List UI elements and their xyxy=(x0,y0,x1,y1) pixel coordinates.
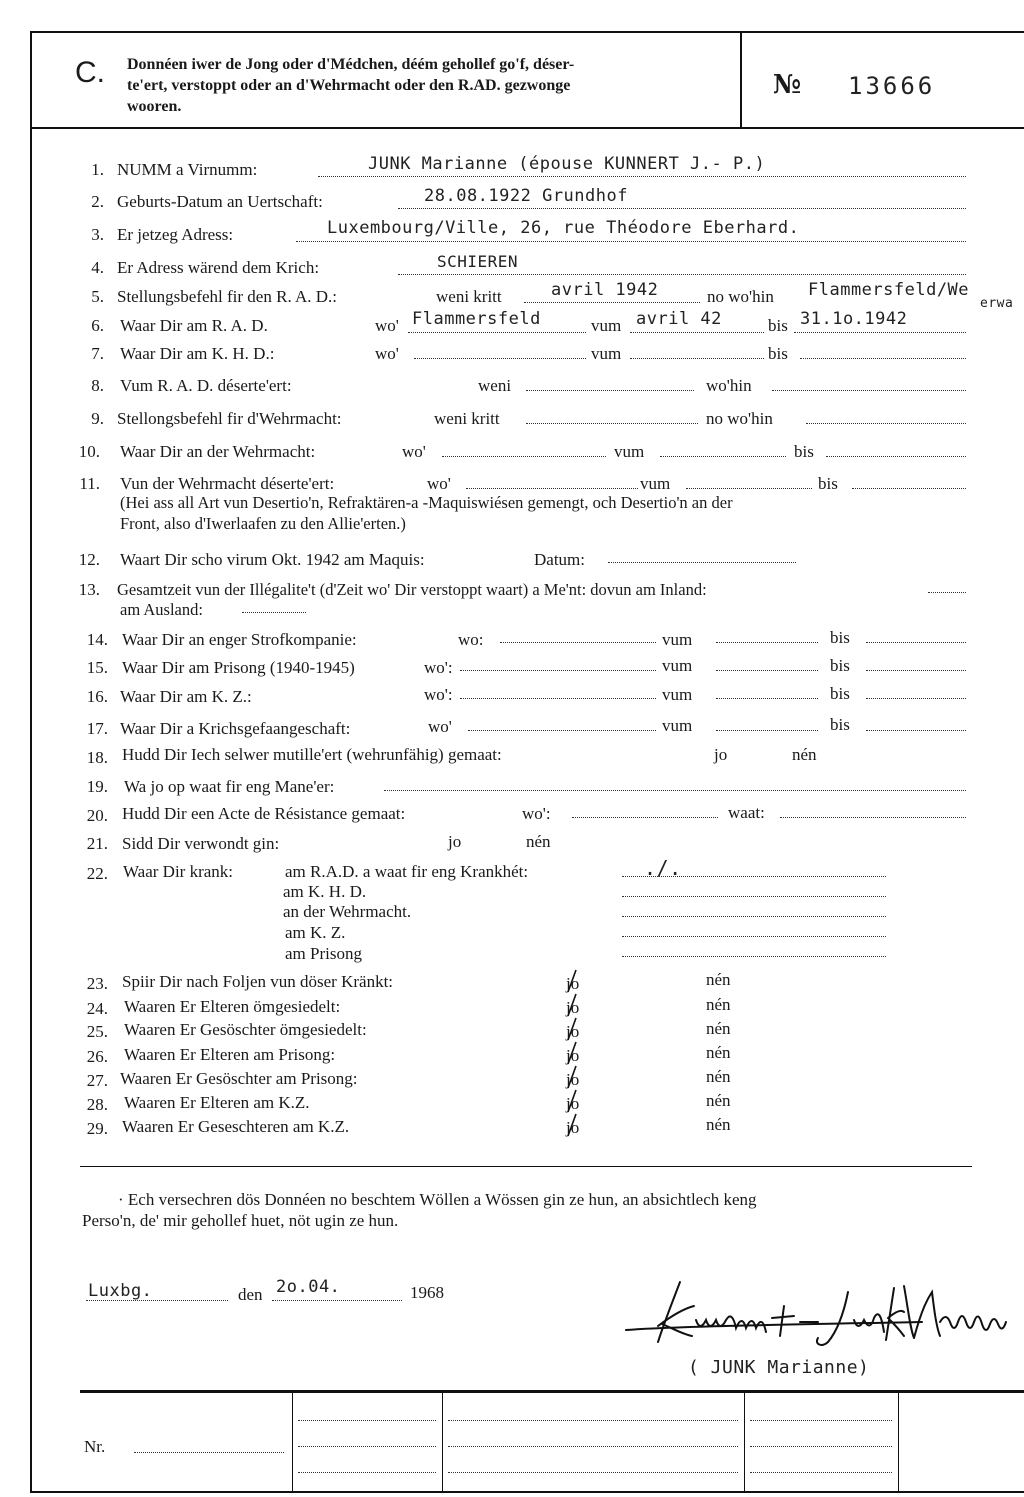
separator-line xyxy=(80,1166,972,1167)
field-line xyxy=(622,916,886,917)
option-yes-struck: jo xyxy=(566,974,580,993)
section-letter: C. xyxy=(75,56,105,89)
footer-col-divider xyxy=(442,1392,443,1492)
item-number: 11. xyxy=(79,474,100,493)
item-number: 9. xyxy=(91,409,104,428)
label-where-to: no wo'hin xyxy=(706,409,773,428)
item-number: 4. xyxy=(91,258,104,277)
label-parents-prison: Waaren Er Elteren am Prisong: xyxy=(124,1045,336,1064)
value-birth: 28.08.1922 Grundhof xyxy=(424,186,628,206)
label-parents-kz: Waaren Er Elteren am K.Z. xyxy=(124,1093,310,1112)
value-war-address: SCHIEREN xyxy=(437,252,519,271)
label-ill: Waar Dir krank: xyxy=(123,862,234,881)
value-rad-order-date: avril 1942 xyxy=(551,280,659,300)
item-number: 5. xyxy=(91,287,104,306)
option-no: nén xyxy=(706,970,731,989)
label-date: Datum: xyxy=(534,550,585,569)
label-until: bis xyxy=(830,628,850,647)
value-rad-from: avril 42 xyxy=(636,309,722,329)
note-desertion-line2: Front, also d'Iwerlaafen zu den Allie'erten.) xyxy=(120,514,406,533)
label-where: wo': xyxy=(424,685,453,704)
field-line xyxy=(686,488,812,489)
option-no: nén xyxy=(706,1019,731,1038)
item-number: 16. xyxy=(86,687,108,706)
label-abroad: am Ausland: xyxy=(120,600,203,619)
field-line xyxy=(466,488,638,489)
item-number: 10. xyxy=(78,442,100,461)
field-line xyxy=(460,698,656,699)
item-number: 15. xyxy=(86,658,108,677)
option-yes: jo xyxy=(448,832,462,851)
footer-col-divider xyxy=(744,1392,745,1492)
field-line xyxy=(414,358,586,359)
label-siblings-prison: Waaren Er Gesöschter am Prisong: xyxy=(120,1069,358,1088)
field-line xyxy=(622,936,886,937)
field-line xyxy=(242,612,306,613)
field-line xyxy=(866,670,966,671)
item-number: 8. xyxy=(91,376,104,395)
item-number: 13. xyxy=(78,580,100,599)
field-line xyxy=(866,730,966,731)
label-ill-prison: am Prisong xyxy=(285,944,362,963)
header-title-line3: wooren. xyxy=(127,98,182,115)
footer-col-divider xyxy=(898,1392,899,1492)
field-line xyxy=(398,208,966,209)
handwritten-signature xyxy=(622,1278,1024,1348)
bottom-border xyxy=(30,1491,1024,1493)
label-until: bis xyxy=(768,316,788,335)
item-number: 7. xyxy=(91,344,104,363)
label-khd: Waar Dir am K. H. D.: xyxy=(120,344,275,363)
field-line xyxy=(442,456,606,457)
signature-place: Luxbg. xyxy=(88,1281,153,1301)
label-ill-kz: am K. Z. xyxy=(285,923,346,942)
value-rad-destination-cont: erwa xyxy=(980,296,1014,311)
field-line xyxy=(806,423,966,424)
label-where: wo' xyxy=(402,442,426,461)
label-den: den xyxy=(238,1285,263,1304)
field-line xyxy=(448,1420,738,1421)
header-divider xyxy=(740,31,742,127)
field-line xyxy=(460,670,656,671)
label-current-address: Er jetzeg Adress: xyxy=(117,225,234,244)
strike-marks xyxy=(558,966,598,1141)
top-border xyxy=(30,31,1024,33)
label-where: wo': xyxy=(522,804,551,823)
signature-year: 1968 xyxy=(410,1283,444,1302)
label-until: bis xyxy=(768,344,788,363)
option-yes: jo xyxy=(714,745,728,764)
option-no: nén xyxy=(706,1067,731,1086)
label-until: bis xyxy=(818,474,838,493)
label-consequences: Spiir Dir nach Foljen vun döser Kränkt: xyxy=(122,972,394,991)
field-line xyxy=(500,642,656,643)
field-line xyxy=(134,1452,284,1453)
header-title-line2: te'ert, verstoppt oder an d'Wehrmacht oder den R.AD. gezwonge xyxy=(127,77,571,94)
label-ill-khd: am K. H. D. xyxy=(283,882,367,901)
label-maquis: Waart Dir scho virum Okt. 1942 am Maquis: xyxy=(120,550,425,569)
label-where: wo': xyxy=(424,658,453,677)
item-number: 26. xyxy=(86,1047,108,1066)
label-siblings-resettled: Waaren Er Gesöschter ömgesiedelt: xyxy=(124,1020,367,1039)
label-where: wo' xyxy=(375,316,399,335)
label-until: bis xyxy=(830,684,850,703)
option-yes-struck: jo xyxy=(566,1046,580,1065)
field-line xyxy=(408,332,586,333)
item-number: 2. xyxy=(91,192,104,211)
label-where-to: no wo'hin xyxy=(707,287,774,306)
field-line xyxy=(866,642,966,643)
field-line xyxy=(622,896,886,897)
label-ill-rad: am R.A.D. a waat fir eng Krankhét: xyxy=(285,862,529,881)
header-bottom-line xyxy=(30,127,1024,129)
value-rad-destination: Flammersfeld/We xyxy=(808,280,970,300)
label-from: vum xyxy=(662,630,693,649)
label-penal-company: Waar Dir an enger Strofkompanie: xyxy=(122,630,357,649)
option-yes-struck: jo xyxy=(566,1094,580,1113)
label-until: bis xyxy=(830,715,850,734)
signatory-name: ( JUNK Marianne) xyxy=(688,1357,870,1378)
item-number: 14. xyxy=(86,630,108,649)
value-rad-where: Flammersfeld xyxy=(412,309,541,329)
label-where: wo' xyxy=(428,717,452,736)
field-line xyxy=(826,456,966,457)
field-line xyxy=(794,332,966,333)
field-line xyxy=(780,817,966,818)
label-wehrmacht: Waar Dir an der Wehrmacht: xyxy=(120,442,316,461)
item-number: 29. xyxy=(86,1119,108,1138)
option-yes-struck: jo xyxy=(566,1022,580,1041)
left-border xyxy=(30,31,32,1493)
item-number: 23. xyxy=(86,974,108,993)
field-line xyxy=(526,423,698,424)
label-when-received: weni kritt xyxy=(434,409,500,428)
footer-top-line xyxy=(80,1390,1024,1393)
label-birth: Geburts-Datum an Uertschaft: xyxy=(117,192,323,211)
header-title-line1: Donnéen iwer de Jong oder d'Médchen, déém gehollef go'f, déser- xyxy=(127,56,575,73)
label-rad: Waar Dir am R. A. D. xyxy=(120,316,268,335)
option-no: nén xyxy=(706,1115,731,1134)
label-rad-deserted: Vum R. A. D. déserte'ert: xyxy=(120,376,292,395)
label-siblings-kz: Waaren Er Geseschteren am K.Z. xyxy=(122,1117,350,1136)
field-line xyxy=(660,456,786,457)
label-when-received: weni kritt xyxy=(436,287,502,306)
option-no: nén xyxy=(706,1091,731,1110)
field-line xyxy=(750,1446,892,1447)
field-line xyxy=(296,241,966,242)
field-line xyxy=(716,698,818,699)
field-line xyxy=(298,1420,436,1421)
field-line xyxy=(928,592,966,593)
label-illegality: Gesamtzeit vun der Illégalite't (d'Zeit wo' Dir verstoppt waart) a Me'nt: dovun am Inland: xyxy=(117,580,707,599)
field-line xyxy=(298,1446,436,1447)
label-from: vum xyxy=(662,716,693,735)
label-from: vum xyxy=(662,685,693,704)
label-from: vum xyxy=(614,442,645,461)
value-current-address: Luxembourg/Ville, 26, rue Théodore Eberhard. xyxy=(327,218,800,238)
value-illness: ./. xyxy=(644,856,682,880)
label-what: waat: xyxy=(728,803,765,822)
field-line xyxy=(716,730,818,731)
label-where: wo: xyxy=(458,630,484,649)
label-parents-resettled: Waaren Er Elteren ömgesiedelt: xyxy=(124,997,341,1016)
option-no: nén xyxy=(526,832,551,851)
label-when: weni xyxy=(478,376,512,395)
field-line xyxy=(772,390,966,391)
label-pow: Waar Dir a Krichsgefaangeschaft: xyxy=(120,719,351,738)
label-self-mutilation: Hudd Dir Iech selwer mutille'ert (wehrunfähig) gemaat: xyxy=(122,745,502,764)
field-line xyxy=(716,670,818,671)
option-no: nén xyxy=(792,745,817,764)
value-rad-until: 31.1o.1942 xyxy=(800,309,908,329)
field-line xyxy=(750,1420,892,1421)
field-line xyxy=(448,1446,738,1447)
label-until: bis xyxy=(794,442,814,461)
item-number: 19. xyxy=(86,777,108,796)
field-line xyxy=(750,1472,892,1473)
field-line xyxy=(272,1300,402,1301)
footer-nr-label: Nr. xyxy=(84,1437,106,1456)
item-number: 6. xyxy=(91,316,104,335)
declaration-line1: · Ech versechren dös Donnéen no beschtem Wöllen a Wössen gin ze hun, an absichtlech keng xyxy=(118,1190,757,1209)
label-resistance: Hudd Dir een Acte de Résistance gemaat: xyxy=(122,804,406,823)
label-manner: Wa jo op waat fir eng Mane'er: xyxy=(124,777,335,796)
label-wounded: Sidd Dir verwondt gin: xyxy=(122,834,280,853)
declaration-line2: Perso'n, de' mir gehollef huet, nöt ugin ze hun. xyxy=(82,1211,399,1230)
label-ill-wehrmacht: an der Wehrmacht. xyxy=(283,902,412,921)
label-until: bis xyxy=(830,656,850,675)
label-where: wo' xyxy=(427,474,451,493)
field-line xyxy=(622,956,886,957)
field-line xyxy=(526,390,694,391)
option-no: nén xyxy=(706,995,731,1014)
item-number: 1. xyxy=(91,160,104,179)
label-war-address: Er Adress wärend dem Krich: xyxy=(117,258,320,277)
item-number: 21. xyxy=(86,834,108,853)
field-line xyxy=(866,698,966,699)
field-line xyxy=(630,332,764,333)
item-number: 28. xyxy=(86,1095,108,1114)
item-number: 18. xyxy=(86,748,108,767)
field-line xyxy=(608,562,796,563)
item-number: 20. xyxy=(86,806,108,825)
label-from: vum xyxy=(640,474,671,493)
field-line xyxy=(524,302,700,303)
item-number: 24. xyxy=(86,999,108,1018)
field-line xyxy=(716,642,818,643)
option-no: nén xyxy=(706,1043,731,1062)
label-from: vum xyxy=(591,344,622,363)
label-name: NUMM a Virnumm: xyxy=(117,160,258,179)
field-line xyxy=(398,274,966,275)
label-from: vum xyxy=(662,656,693,675)
number-sign: № xyxy=(773,70,802,100)
signature-date: 2o.04. xyxy=(276,1277,341,1297)
field-line xyxy=(852,488,966,489)
label-wehrmacht-order: Stellongsbefehl fir d'Wehrmacht: xyxy=(117,409,342,428)
label-kz: Waar Dir am K. Z.: xyxy=(120,687,252,706)
document-number: 13666 xyxy=(848,72,936,100)
label-rad-order: Stellungsbefehl fir den R. A. D.: xyxy=(117,287,338,306)
item-number: 3. xyxy=(91,225,104,244)
item-number: 25. xyxy=(86,1022,108,1041)
field-line xyxy=(384,790,966,791)
footer-col-divider xyxy=(292,1392,293,1492)
item-number: 22. xyxy=(86,864,108,883)
item-number: 17. xyxy=(86,719,108,738)
field-line xyxy=(298,1472,436,1473)
label-prison: Waar Dir am Prisong (1940-1945) xyxy=(122,658,355,677)
option-yes-struck: jo xyxy=(566,998,580,1017)
note-desertion-line1: (Hei ass all Art vun Desertio'n, Refraktären-a -Maquiswiésen gemengt, och Desertio'n an der xyxy=(120,493,733,512)
item-number: 27. xyxy=(86,1071,108,1090)
item-number: 12. xyxy=(78,550,100,569)
value-name: JUNK Marianne (épouse KUNNERT J.- P.) xyxy=(368,154,766,174)
label-where-to: wo'hin xyxy=(706,376,752,395)
field-line xyxy=(318,176,966,177)
field-line xyxy=(448,1472,738,1473)
field-line xyxy=(572,817,718,818)
label-where: wo' xyxy=(375,344,399,363)
field-line xyxy=(468,730,656,731)
option-yes-struck: jo xyxy=(566,1070,580,1089)
field-line xyxy=(800,358,966,359)
label-wehrmacht-deserted: Vun der Wehrmacht déserte'ert: xyxy=(120,474,335,493)
field-line xyxy=(630,358,764,359)
label-from: vum xyxy=(591,316,622,335)
option-yes-struck: jo xyxy=(566,1118,580,1137)
